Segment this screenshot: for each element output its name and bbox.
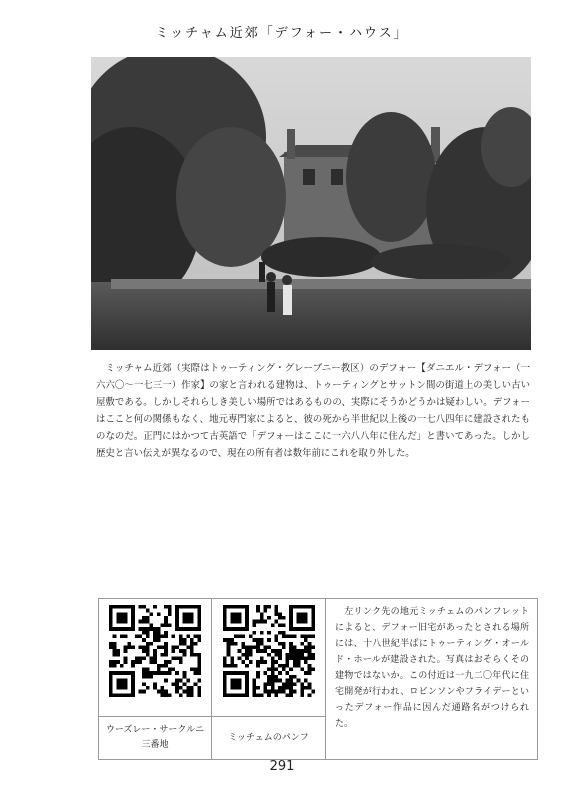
qr-code-1-label: ウーズレー・サークルニ三番地: [99, 717, 212, 760]
qr-code-2[interactable]: [223, 605, 315, 697]
house-photo: [91, 57, 531, 350]
qr-code-2-label: ミッチェムのパンフ: [212, 717, 326, 760]
qr-links-table: [98, 598, 538, 760]
qr-code-2-cell[interactable]: [212, 599, 326, 717]
photo-caption: ミッチャム近郊（実際はトゥーティング・グレーブニー教区）のデフォー【ダニエル・デフォー（一六六〇〜一七三一）作家】の家と言われる建物は、トゥーティングとサットン間の街道上の美しい古い屋敷である。しかしそれらしき美しい場所ではあるものの、実際にそうかどうかは疑わしい。デフォーはここと何の関係もなく、地元専門家によると、彼の死から半世紀以上後の一七八四年に建設されたものなのだ。正門にはかつて古英語で「デフォーはここに一六八八年に住んだ」と書いてあった。しかし歴史と言い伝えが異なるので、現在の所有者は数年前にこれを取り外した。: [96, 363, 530, 459]
page-title: ミッチャム近郊「デフォー・ハウス」: [155, 26, 409, 41]
page-number: 291: [269, 759, 295, 774]
links-description: 左リンク先の地元ミッチェムのパンフレットによると、デフォー旧宅があったとされる場所には、十八世紀半ばにトゥーティング・オールド・ホールが建設された。写真はおそらくその建物ではないか。この付近は一九二〇年代に住宅開発が行われ、ロビンソンやフライデーといったデフォー作品に因んだ通路名がつけられた。: [326, 599, 538, 760]
qr-code-1[interactable]: [109, 605, 201, 697]
qr-code-1-cell[interactable]: [99, 599, 212, 717]
